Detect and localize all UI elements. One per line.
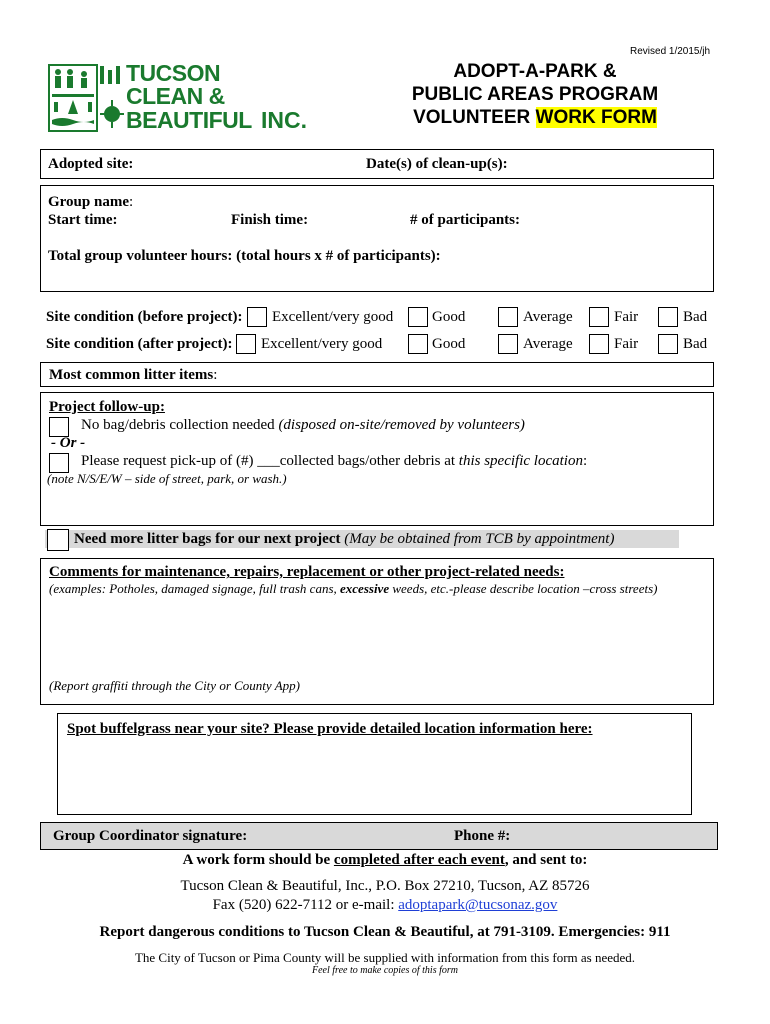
litter-bags-label: Need more litter bags for our next project (May be obtained from TCB by appointment) — [74, 531, 615, 547]
litter-items-label: Most common litter items: — [49, 367, 218, 383]
participants-label: # of participants: — [410, 212, 520, 228]
condition-after-label: Site condition (after project): — [46, 336, 233, 352]
condition-after-bad-label: Bad — [683, 336, 708, 352]
clean-up-dates-label: Date(s) of clean-up(s): — [366, 156, 508, 172]
litter-items-box[interactable] — [40, 362, 714, 387]
logo-line1: TUCSON — [126, 60, 221, 86]
group-info-box[interactable] — [40, 185, 714, 292]
condition-after-average-checkbox[interactable] — [498, 334, 518, 354]
no-collection-checkbox[interactable] — [49, 417, 69, 437]
adopted-site-label: Adopted site: — [48, 156, 134, 172]
condition-before-average-label: Average — [523, 309, 573, 325]
condition-before-average-checkbox[interactable] — [498, 307, 518, 327]
send-instructions: A work form should be completed after each event, and sent to: — [182, 852, 588, 868]
condition-after-average-label: Average — [523, 336, 573, 352]
follow-up-label: Project follow-up: — [49, 399, 165, 415]
buffelgrass-box[interactable] — [57, 713, 692, 815]
revision-note: Revised 1/2015/jh — [630, 46, 711, 57]
finish-time-label: Finish time: — [231, 212, 309, 228]
page-title — [380, 60, 690, 129]
no-collection-label: No bag/debris collection needed (disposed on-site/removed by volunteers) — [81, 417, 525, 433]
signature-row[interactable] — [40, 822, 718, 850]
condition-after-good-checkbox[interactable] — [408, 334, 428, 354]
comments-label: Comments for maintenance, repairs, replacement or other project-related needs: — [49, 564, 565, 580]
condition-after-fair-label: Fair — [614, 336, 639, 352]
pickup-request-label: Please request pick-up of (#) ___collected bags/other debris at this specific location: — [81, 453, 588, 469]
condition-after-good-label: Good — [432, 336, 466, 352]
condition-before-fair-checkbox[interactable] — [589, 307, 609, 327]
comments-examples: (examples: Potholes, damaged signage, full trash cans, excessive weeds, etc.-please describe location –cross streets) — [49, 581, 658, 596]
start-time-label: Start time: — [48, 212, 118, 228]
condition-before-good-label: Good — [432, 309, 466, 325]
condition-after-fair-checkbox[interactable] — [589, 334, 609, 354]
title-line3-a: VOLUNTEER — [413, 107, 536, 128]
logo-sun-icon — [100, 64, 124, 132]
or-separator: - Or - — [51, 435, 86, 451]
comments-box[interactable] — [40, 558, 714, 705]
group-name-label: Group name: — [48, 194, 134, 210]
coordinator-signature-label: Group Coordinator signature: — [53, 828, 248, 844]
email-link[interactable]: adoptapark@tucsonaz.gov — [398, 897, 558, 913]
condition-before-fair-label: Fair — [614, 309, 639, 325]
mailing-address: Tucson Clean & Beautiful, Inc., P.O. Box 27210, Tucson, AZ 85726 — [180, 878, 590, 894]
condition-before-bad-checkbox[interactable] — [658, 307, 678, 327]
condition-after-excellent-label: Excellent/very good — [261, 336, 383, 352]
fax-email-line: Fax (520) 622-7112 or e-mail: adoptapark@tucsonaz.gov — [212, 897, 558, 913]
copies-note: Feel free to make copies of this form — [312, 965, 458, 976]
pickup-request-checkbox[interactable] — [49, 453, 69, 473]
litter-bags-checkbox[interactable] — [47, 529, 69, 551]
total-hours-label: Total group volunteer hours: (total hours x # of participants): — [48, 248, 441, 264]
logo-line2: CLEAN & — [126, 83, 225, 109]
graffiti-note: (Report graffiti through the City or County App) — [49, 678, 300, 693]
logo-line3: BEAUTIFUL — [126, 107, 252, 133]
dangerous-conditions-note: Report dangerous conditions to Tucson Clean & Beautiful, at 791-3109. Emergencies: 911 — [99, 924, 671, 940]
condition-after-bad-checkbox[interactable] — [658, 334, 678, 354]
title-line3 — [380, 106, 690, 129]
buffelgrass-label: Spot buffelgrass near your site? Please provide detailed location information here: — [67, 721, 593, 737]
condition-before-excellent-label: Excellent/very good — [272, 309, 394, 325]
phone-label: Phone #: — [454, 828, 511, 844]
follow-up-box — [40, 392, 714, 526]
logo-suffix: INC. — [261, 107, 307, 133]
condition-before-bad-label: Bad — [683, 309, 708, 325]
condition-after-excellent-checkbox[interactable] — [236, 334, 256, 354]
condition-before-excellent-checkbox[interactable] — [247, 307, 267, 327]
title-line2: PUBLIC AREAS PROGRAM — [411, 84, 659, 105]
title-line3-b: WORK FORM — [535, 107, 657, 128]
info-sharing-note: The City of Tucson or Pima County will be supplied with information from this form as needed. — [134, 950, 636, 965]
condition-before-label: Site condition (before project): — [46, 309, 243, 325]
logo-emblem-icon — [48, 64, 98, 132]
adopted-site-box[interactable] — [40, 149, 714, 179]
title-line1: ADOPT-A-PARK & — [453, 61, 617, 82]
condition-before-good-checkbox[interactable] — [408, 307, 428, 327]
location-note: (note N/S/E/W – side of street, park, or wash.) — [47, 471, 287, 486]
logo — [48, 60, 308, 136]
